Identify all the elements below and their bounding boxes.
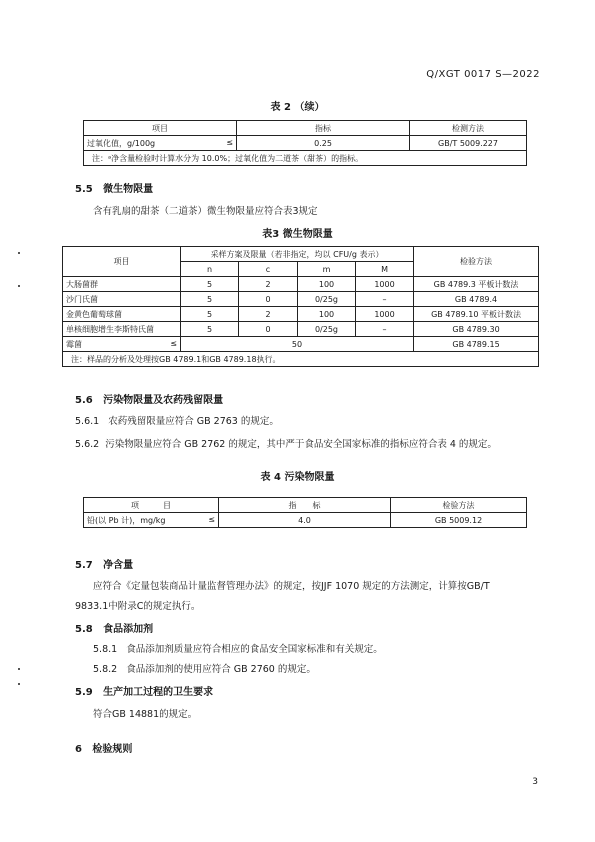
row-n: 5 bbox=[181, 322, 239, 337]
row-M: 1000 bbox=[356, 307, 414, 322]
table4-row-item: 铅(以 Pb 计)，mg/kg ≤ bbox=[84, 513, 219, 528]
table4-caption: 表 4 污染物限量 bbox=[260, 472, 335, 483]
row-c: 2 bbox=[239, 307, 298, 322]
table-row bbox=[63, 307, 539, 322]
document-code: Q/XGT 0017 S—2022 bbox=[426, 69, 540, 80]
scan-mark bbox=[18, 668, 20, 670]
table2-header-method: 检测方法 bbox=[410, 121, 527, 136]
section-5-7-heading: 5.7 净含量 bbox=[75, 560, 134, 571]
row-method: GB 4789.4 bbox=[414, 292, 539, 307]
row-item: 大肠菌群 bbox=[63, 277, 181, 292]
table4-header-item: 项 目 bbox=[84, 498, 219, 513]
mold-method: GB 4789.15 bbox=[414, 337, 539, 352]
table3 bbox=[62, 246, 539, 367]
section-5-6-heading: 5.6 污染物限量及农药残留限量 bbox=[75, 395, 224, 406]
row-item: 金黄色葡萄球菌 bbox=[63, 307, 181, 322]
section-5-9-text: 符合GB 14881的规定。 bbox=[93, 709, 198, 720]
row-M: – bbox=[356, 292, 414, 307]
row-c: 0 bbox=[239, 292, 298, 307]
table2-row-item: 过氧化值，g/100g ≤ bbox=[84, 136, 237, 151]
row-method: GB 4789.30 bbox=[414, 322, 539, 337]
less-equal-sign: ≤ bbox=[226, 137, 233, 147]
row-n: 5 bbox=[181, 292, 239, 307]
mold-value: 50 bbox=[181, 337, 414, 352]
section-5-8-2: 5.8.2 食品添加剂的使用应符合 GB 2760 的规定。 bbox=[93, 664, 316, 675]
table-row bbox=[63, 322, 539, 337]
scan-mark bbox=[18, 252, 20, 254]
table2-note: 注：ᵃ净含量检验时计算水分为 10.0%；过氧化值为二道茶（甜茶）的指标。 bbox=[84, 151, 527, 166]
table3-header-plan: 采样方案及限量（若非指定，均以 CFU/g 表示） bbox=[181, 247, 414, 262]
less-equal-sign: ≤ bbox=[208, 514, 215, 524]
table3-header-method: 检验方法 bbox=[414, 247, 539, 277]
section-5-5-heading: 5.5 微生物限量 bbox=[75, 184, 154, 195]
table2-header-item: 项目 bbox=[84, 121, 237, 136]
row-c: 0 bbox=[239, 322, 298, 337]
table3-caption: 表3 微生物限量 bbox=[262, 229, 333, 240]
table4 bbox=[83, 497, 527, 528]
row-item: 沙门氏菌 bbox=[63, 292, 181, 307]
row-m: 0/25g bbox=[298, 322, 356, 337]
section-5-9-heading: 5.9 生产加工过程的卫生要求 bbox=[75, 687, 214, 698]
table3-header-n: n bbox=[181, 262, 239, 277]
row-item: 单核细胞增生李斯特氏菌 bbox=[63, 322, 181, 337]
table2-row-value: 0.25 bbox=[237, 136, 410, 151]
section-5-6-2: 5.6.2 污染物限量应符合 GB 2762 的规定，其中严于食品安全国家标准的指标应符合表 4 的规定。 bbox=[75, 439, 497, 450]
row-m: 100 bbox=[298, 307, 356, 322]
row-c: 2 bbox=[239, 277, 298, 292]
scan-mark bbox=[18, 683, 20, 685]
row-n: 5 bbox=[181, 277, 239, 292]
table4-header-value: 指 标 bbox=[219, 498, 391, 513]
section-5-5-text: 含有乳扇的甜茶（二道茶）微生物限量应符合表3规定 bbox=[93, 206, 318, 217]
table3-header-M: M bbox=[356, 262, 414, 277]
page-number: 3 bbox=[532, 777, 538, 787]
row-m: 0/25g bbox=[298, 292, 356, 307]
row-method: GB 4789.10 平板计数法 bbox=[414, 307, 539, 322]
table3-header-m: m bbox=[298, 262, 356, 277]
section-5-8-heading: 5.8 食品添加剂 bbox=[75, 624, 154, 635]
mold-item: 霉菌 ≤ bbox=[63, 337, 181, 352]
section-6-heading: 6 检验规则 bbox=[75, 744, 133, 755]
section-5-6-1: 5.6.1 农药残留限量应符合 GB 2763 的规定。 bbox=[75, 416, 279, 427]
scan-mark bbox=[18, 285, 20, 287]
table-row bbox=[63, 292, 539, 307]
table2-row-method: GB/T 5009.227 bbox=[410, 136, 527, 151]
table2-caption: 表 2 （续） bbox=[270, 102, 325, 113]
table-row bbox=[63, 337, 539, 352]
section-5-7-text-line2: 9833.1中附录C的规定执行。 bbox=[75, 601, 201, 612]
row-M: 1000 bbox=[356, 277, 414, 292]
less-equal-sign: ≤ bbox=[170, 338, 177, 348]
table-row bbox=[63, 277, 539, 292]
table3-note: 注：样品的分析及处理按GB 4789.1和GB 4789.18执行。 bbox=[63, 352, 539, 367]
row-n: 5 bbox=[181, 307, 239, 322]
row-M: – bbox=[356, 322, 414, 337]
table2-header-value: 指标 bbox=[237, 121, 410, 136]
table2 bbox=[83, 120, 527, 166]
row-method: GB 4789.3 平板计数法 bbox=[414, 277, 539, 292]
section-5-7-text-line1: 应符合《定量包装商品计量监督管理办法》的规定，按JJF 1070 规定的方法测定，计算按GB/T bbox=[93, 581, 490, 592]
table4-row-value: 4.0 bbox=[219, 513, 391, 528]
section-5-8-1: 5.8.1 食品添加剂质量应符合相应的食品安全国家标准和有关规定。 bbox=[93, 644, 383, 655]
table4-header-method: 检验方法 bbox=[391, 498, 527, 513]
table3-header-item: 项目 bbox=[63, 247, 181, 277]
table3-header-c: c bbox=[239, 262, 298, 277]
row-m: 100 bbox=[298, 277, 356, 292]
table4-row-method: GB 5009.12 bbox=[391, 513, 527, 528]
